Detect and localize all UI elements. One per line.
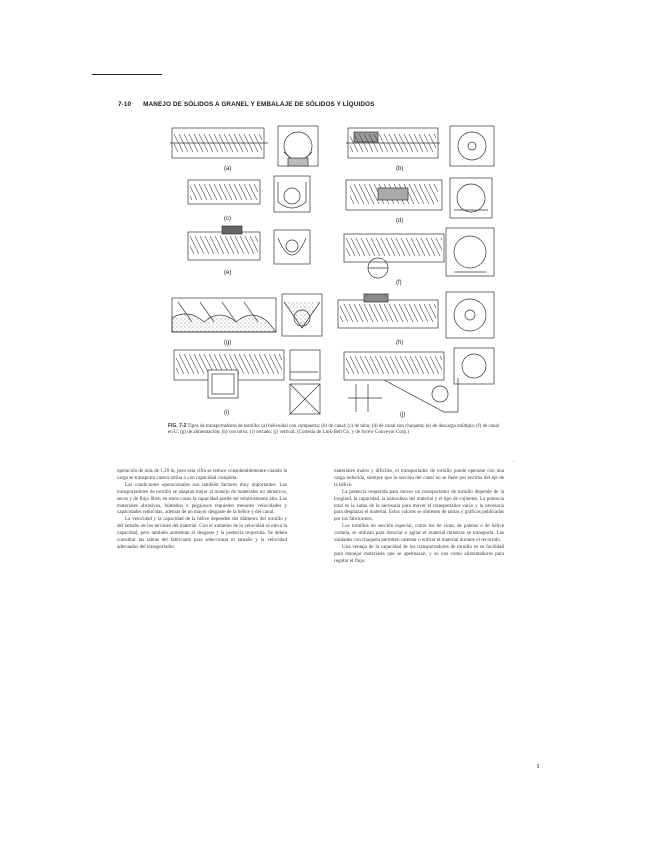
panel-label-a: (a)	[224, 166, 232, 172]
panel-d-drawing	[346, 178, 492, 218]
text-column-right	[334, 468, 504, 565]
panel-i-drawing	[174, 350, 320, 414]
paragraph: Una ventaja de la capacidad de los transportadores de tornillo es su facilidad para manejar materiales que se apelmazan, y su uso como alimentadores para regular el flujo.	[334, 543, 504, 564]
paragraph: operación de más de 1,20 m, pero esta cifra se reduce considerablemente cuando la carga se transporta cuesta arriba o con capacidad completa.	[117, 468, 287, 481]
page-number: 7-10	[118, 101, 132, 108]
panel-e-drawing	[188, 226, 310, 264]
margin-mark: ı	[537, 761, 540, 770]
figure-caption-text: Tipos de transportadores de tornillo; (a) helicoidal con compuerta; (b) de canal; (c) de tubo; (d) de canal con chaqueta; (e) de descarga múltiple; (f) de canal en U; (g) de alimentación; (h) con tolva; (i) cerrado; (j) vertical. (Cortesía de Link-Belt Co. y de Screw Conveyor Corp.)	[168, 424, 500, 436]
figure-label: FIG. 7-2	[168, 423, 187, 429]
panel-label-e: (e)	[224, 270, 232, 276]
panel-label-b: (b)	[396, 166, 404, 172]
panel-label-j: (j)	[400, 412, 406, 418]
panel-label-h: (h)	[396, 340, 404, 346]
margin-mark: ·	[513, 459, 515, 465]
running-header	[118, 101, 374, 108]
panel-label-d: (d)	[396, 218, 404, 224]
panel-g-drawing	[172, 294, 322, 336]
figure-caption	[168, 423, 502, 436]
panel-j-drawing	[344, 348, 494, 412]
panel-label-i: (i)	[224, 410, 230, 416]
panel-c-drawing	[188, 176, 310, 212]
panel-h-drawing	[338, 292, 494, 338]
panel-a-drawing	[170, 126, 318, 166]
paragraph: La velocidad y la capacidad de la hélice dependen del diámetro del tornillo y del tamaño de los terrones del material. Con el aumento de la velocidad se eleva la capacidad, pero también aumentan el desgaste y la potencia requerida. Se deben consultar las tablas del fabricante para seleccionar el tamaño y la velocidad adecuados del transportador.	[117, 516, 287, 550]
panel-label-c: (c)	[224, 216, 231, 222]
paragraph: materiales malos y difíciles, el transportador de tornillo puede operarse con una carga reducida, siempre que la sección del canal no se llene por encima del eje de la hélice.	[334, 468, 504, 488]
panel-b-drawing	[346, 126, 494, 166]
paragraph: La potencia requerida para mover un transportador de tornillo depende de la longitud, la capacidad, la naturaleza del material y el tipo de cojinetes. La potencia total es la suma de la necesaria para mover el transportador vacío y la necesaria para desplazar el material. Estos valores se obtienen de tablas y gráficas publicadas por los fabricantes.	[334, 488, 504, 523]
paragraph: Las condiciones operacionales son también factores muy importantes. Los transportadores de tornillo se adaptan mejor al manejo de materiales no abrasivos, secos y de flujo libre; en estos casos la capacidad puede ser relativamente alta. Los materiales abrasivos, húmedos o pegajosos requieren menores velocidades y capacidades reducidas, además de un mayor desgaste de la hélice y del canal.	[117, 481, 287, 516]
panel-f-drawing	[344, 228, 494, 278]
text-column-left	[117, 468, 287, 551]
top-rule	[92, 74, 162, 75]
running-title: MANEJO DE SÓLIDOS A GRANEL Y EMBALAJE DE SÓLIDOS Y LÍQUIDOS	[143, 101, 375, 108]
paragraph: Los tornillos de sección especial, como los de cinta, de paletas o de hélice cortada, se utilizan para mezclar o agitar el material mientras se transporta. Las unidades con chaqueta permiten calentar o enfriar el material durante el recorrido.	[334, 523, 504, 544]
panel-label-f: (f)	[396, 280, 402, 286]
screw-conveyor-figure	[168, 122, 506, 418]
panel-label-g: (g)	[224, 340, 232, 346]
